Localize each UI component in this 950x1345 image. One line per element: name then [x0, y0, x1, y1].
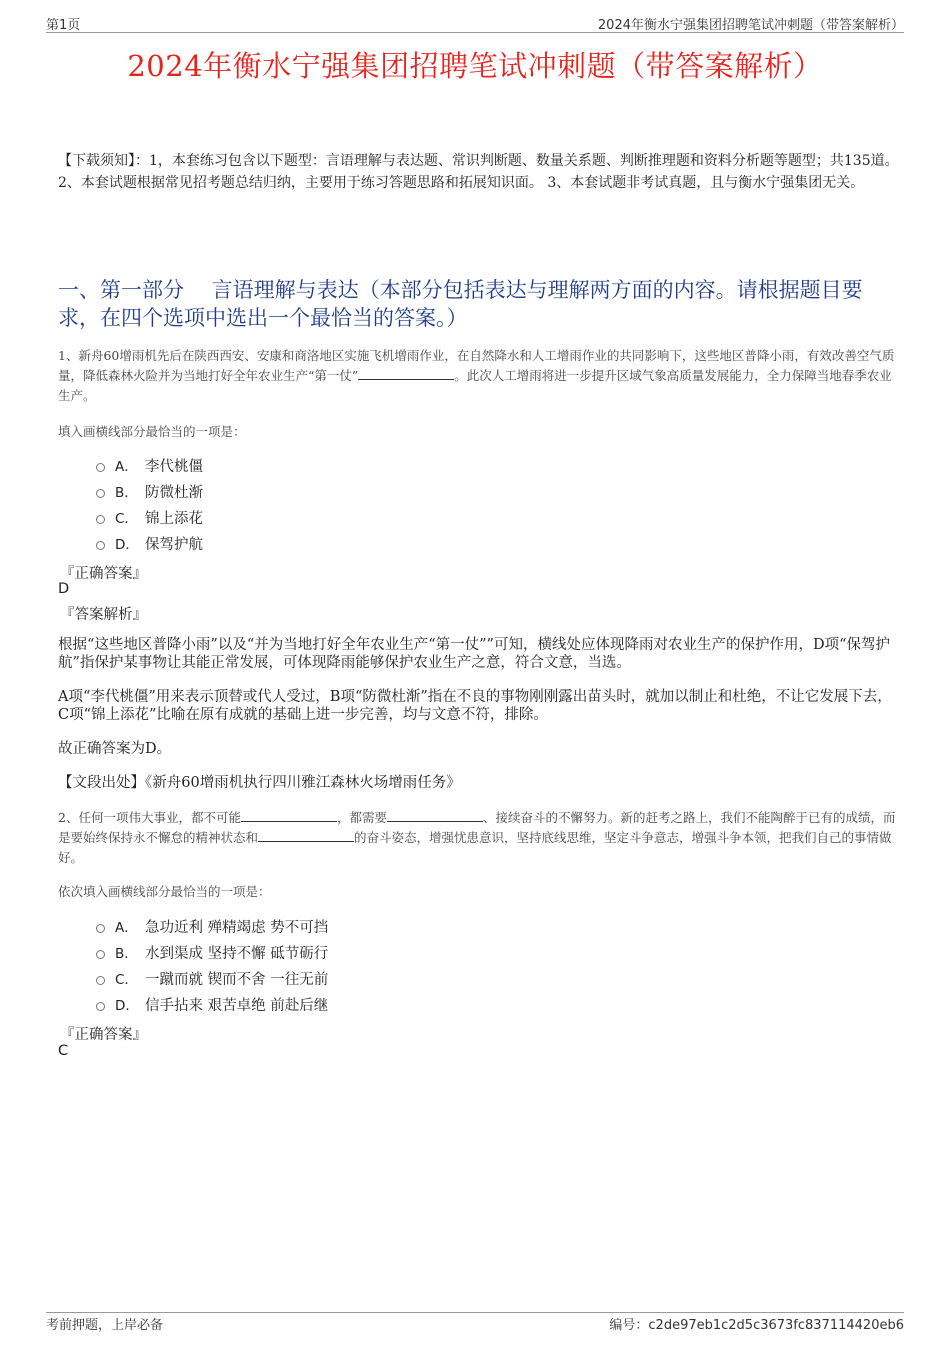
q2-options	[96, 913, 328, 1017]
q2-option-c[interactable]: C． 一蹴而就 锲而不舍 一往无前	[96, 965, 328, 991]
q1-option-b[interactable]: B． 防微杜渐	[96, 478, 203, 504]
radio-icon[interactable]	[96, 463, 105, 472]
q1-answer: D	[58, 581, 70, 597]
q2-option-a[interactable]: A． 急功近利 殚精竭虑 势不可挡	[96, 913, 328, 939]
radio-icon[interactable]	[96, 515, 105, 524]
q2-blank-3[interactable]	[258, 828, 354, 842]
radio-icon[interactable]	[96, 924, 105, 933]
radio-icon[interactable]	[96, 489, 105, 498]
q2-stem: 2、任何一项伟大事业，都不可能 ，都需要 、接续奋斗的不懈努力。新的赶考之路上，我们不能陶醉于已有的成绩，而是要始终保持永不懈怠的精神状态和 的奋斗姿态，增强忧患意识，坚持底线思维，坚定斗争意志，增强斗争本领，把我们自己的事情做好。	[58, 810, 896, 865]
q2-answer: C	[58, 1043, 69, 1059]
radio-icon[interactable]	[96, 541, 105, 550]
q2-option-b[interactable]: B． 水到渠成 坚持不懈 砥节砺行	[96, 939, 328, 965]
download-notice: 【下载须知】：1，本套练习包含以下题型：言语理解与表达题、常识判断题、数量关系题、判断推理题和资料分析题等题型；共135道。 2、本套试题根据常见招考题总结归纳，主要用于练习答题思路和拓展知识面。 3、本套试题非考试真题，且与衡水宁强集团无关。	[58, 153, 899, 191]
q1-analysis-3: 故正确答案为D。	[58, 741, 172, 757]
header-page-number: 第1页	[46, 18, 81, 33]
q1-analysis-1: 根据“这些地区普降小雨”以及“并为当地打好全年农业生产“第一仗””可知，横线处应体现降雨对农业生产的保护作用，D项“保驾护航”指保护某事物让其能正常发展，可体现降雨能够保护农业生产之意，符合文意，当选。	[58, 637, 891, 671]
q2-blank-1[interactable]	[241, 808, 337, 822]
q1-stem: 1、新舟60增雨机先后在陕西西安、安康和商洛地区实施飞机增雨作业，在自然降水和人工增雨作业的共同影响下，这些地区普降小雨，有效改善空气质量，降低森林火险并为当地打好全年农业生产“第一仗” 。此次人工增雨将进一步提升区域气象高质量发展能力，全力保障当地春季农业生产。	[58, 348, 895, 403]
q2-prompt: 依次填入画横线部分最恰当的一项是：	[58, 884, 271, 899]
q1-blank[interactable]	[358, 366, 454, 380]
q2-blank-2[interactable]	[387, 808, 483, 822]
q2-option-d[interactable]: D． 信手拈来 艰苦卓绝 前赴后继	[96, 991, 328, 1017]
header-divider	[46, 32, 904, 33]
radio-icon[interactable]	[96, 950, 105, 959]
q1-source: 【文段出处】《新舟60增雨机执行四川雅江森林火场增雨任务》	[58, 775, 461, 791]
footer-slogan: 考前押题，上岸必备	[46, 1318, 164, 1333]
radio-icon[interactable]	[96, 976, 105, 985]
footer-divider	[46, 1312, 904, 1313]
footer-document-id: 编号：c2de97eb1c2d5c3673fc837114420eb6	[609, 1318, 904, 1333]
q1-option-d[interactable]: D． 保驾护航	[96, 530, 203, 556]
q1-analysis-2: A项“李代桃僵”用来表示顶替或代人受过，B项“防微杜渐”指在不良的事物刚刚露出苗头时，就加以制止和杜绝，不让它发展下去，C项“锦上添花”比喻在原有成就的基础上进一步完善，均与文意不符，排除。	[58, 689, 892, 723]
header-doc-title: 2024年衡水宁强集团招聘笔试冲刺题（带答案解析）	[597, 18, 904, 33]
radio-icon[interactable]	[96, 1002, 105, 1011]
q1-answer-label: 『正确答案』	[60, 566, 147, 582]
q1-prompt: 填入画横线部分最恰当的一项是：	[58, 424, 246, 439]
page-title: 2024年衡水宁强集团招聘笔试冲刺题（带答案解析）	[127, 49, 823, 83]
section-title: 一、第一部分 言语理解与表达（本部分包括表达与理解两方面的内容。请根据题目要求，在四个选项中选出一个最恰当的答案。）	[58, 278, 863, 330]
q1-analysis-label: 『答案解析』	[60, 607, 147, 623]
q1-option-c[interactable]: C． 锦上添花	[96, 504, 203, 530]
q1-option-a[interactable]: A． 李代桃僵	[96, 452, 203, 478]
q2-answer-label: 『正确答案』	[60, 1027, 147, 1043]
q1-options	[96, 452, 203, 556]
